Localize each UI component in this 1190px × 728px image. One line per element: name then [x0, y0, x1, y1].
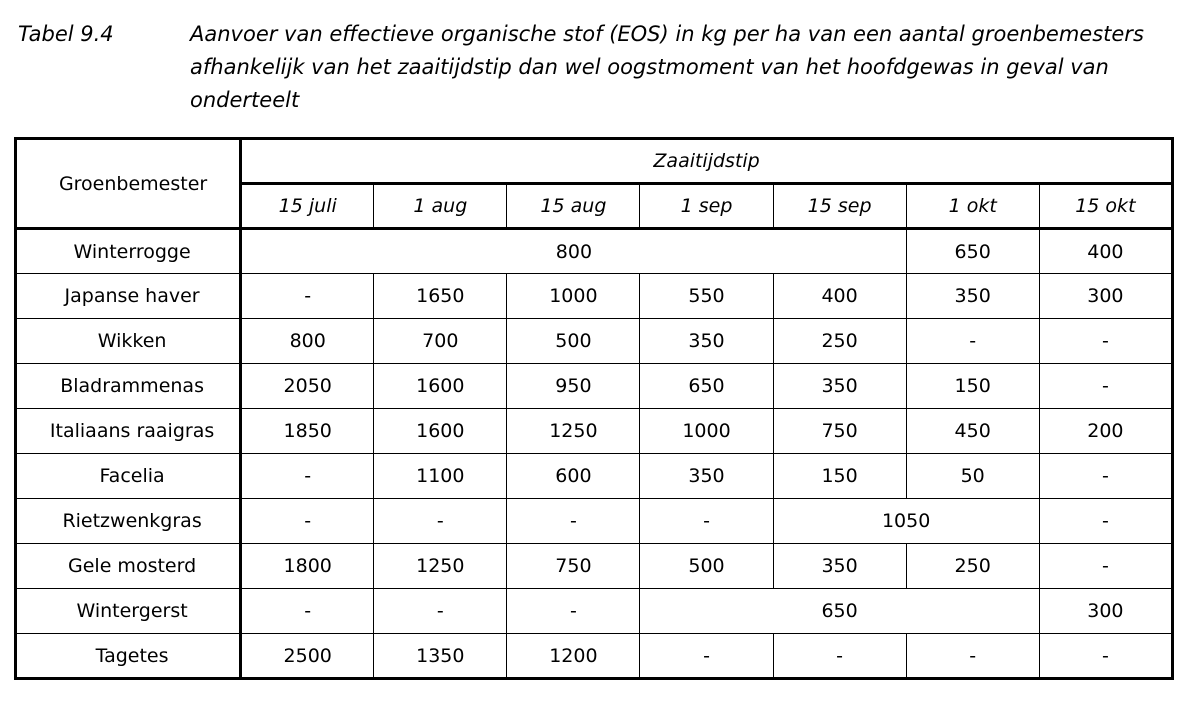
table-cell: 1800 — [241, 544, 374, 589]
table-cell: - — [241, 274, 374, 319]
table-row — [16, 229, 1173, 274]
table-cell: 1000 — [640, 409, 773, 454]
row-label: Wintergerst — [16, 589, 241, 634]
table-row — [16, 319, 1173, 364]
table-cell: 350 — [773, 364, 906, 409]
table-cell: 700 — [374, 319, 507, 364]
table-cell: 550 — [640, 274, 773, 319]
row-label: Tagetes — [16, 634, 241, 679]
table-cell: - — [1039, 454, 1172, 499]
table-cell: 1000 — [507, 274, 640, 319]
table-body — [16, 229, 1173, 679]
table-cell: 500 — [640, 544, 773, 589]
header-zaaitijdstip: Zaaitijdstip — [241, 139, 1173, 184]
table-cell: - — [507, 499, 640, 544]
table-row — [16, 364, 1173, 409]
table-cell: - — [241, 499, 374, 544]
table-cell: - — [1039, 319, 1172, 364]
header-col-2: 15 aug — [507, 184, 640, 229]
table-cell: 250 — [906, 544, 1039, 589]
table-row — [16, 274, 1173, 319]
table-cell: 400 — [773, 274, 906, 319]
table-cell: 750 — [773, 409, 906, 454]
header-col-6: 15 okt — [1039, 184, 1172, 229]
row-label: Japanse haver — [16, 274, 241, 319]
table-row — [16, 544, 1173, 589]
header-col-5: 1 okt — [906, 184, 1039, 229]
table-cell: 500 — [507, 319, 640, 364]
table-cell: - — [1039, 364, 1172, 409]
table-cell: 150 — [773, 454, 906, 499]
table-header-group-row — [16, 139, 1173, 184]
row-label: Italiaans raaigras — [16, 409, 241, 454]
table-cell: 200 — [1039, 409, 1172, 454]
table-cell: 1100 — [374, 454, 507, 499]
table-caption-text: Aanvoer van effectieve organische stof (EOS) in kg per ha van een aantal groenbemesters afhankelijk van het zaaitijdstip dan wel oogstmoment van het hoofdgewas in geval van onderteelt — [190, 22, 1144, 112]
table-cell: 750 — [507, 544, 640, 589]
table-cell: 1850 — [241, 409, 374, 454]
table-cell: 350 — [906, 274, 1039, 319]
table-cell: 150 — [906, 364, 1039, 409]
header-groenbemester: Groenbemester — [16, 139, 241, 229]
table-cell: 800 — [241, 319, 374, 364]
table-cell: 1350 — [374, 634, 507, 679]
table-cell: 350 — [773, 544, 906, 589]
table-cell: 1250 — [507, 409, 640, 454]
table-row — [16, 499, 1173, 544]
table-cell: 1050 — [773, 499, 1039, 544]
table-cell: 1600 — [374, 409, 507, 454]
table-cell: - — [773, 634, 906, 679]
table-cell: - — [241, 454, 374, 499]
table-row — [16, 589, 1173, 634]
table-cell: 650 — [640, 364, 773, 409]
header-col-0: 15 juli — [241, 184, 374, 229]
table-row — [16, 409, 1173, 454]
table-cell: 650 — [640, 589, 1039, 634]
eos-table — [14, 137, 1174, 680]
table-cell: 250 — [773, 319, 906, 364]
header-col-1: 1 aug — [374, 184, 507, 229]
table-cell: - — [374, 589, 507, 634]
table-cell: - — [640, 499, 773, 544]
table-cell: 400 — [1039, 229, 1172, 274]
table-cell: 450 — [906, 409, 1039, 454]
table-cell: 1650 — [374, 274, 507, 319]
table-cell: 1600 — [374, 364, 507, 409]
table-caption-label: Tabel 9.4 — [18, 22, 114, 46]
table-caption — [0, 0, 1190, 117]
table-cell: 800 — [241, 229, 906, 274]
table-cell: - — [1039, 634, 1172, 679]
table-cell: - — [640, 634, 773, 679]
row-label: Gele mosterd — [16, 544, 241, 589]
table-row — [16, 454, 1173, 499]
row-label: Winterrogge — [16, 229, 241, 274]
table-cell: 1200 — [507, 634, 640, 679]
table-cell: - — [374, 499, 507, 544]
row-label: Rietzwenkgras — [16, 499, 241, 544]
header-col-3: 1 sep — [640, 184, 773, 229]
table-cell: 600 — [507, 454, 640, 499]
table-cell: 350 — [640, 454, 773, 499]
table-cell: - — [507, 589, 640, 634]
table-cell: 300 — [1039, 589, 1172, 634]
table-cell: - — [1039, 499, 1172, 544]
row-label: Wikken — [16, 319, 241, 364]
table-cell: - — [906, 319, 1039, 364]
table-cell: 2500 — [241, 634, 374, 679]
table-cell: 950 — [507, 364, 640, 409]
table-cell: 650 — [906, 229, 1039, 274]
table-cell: 50 — [906, 454, 1039, 499]
row-label: Facelia — [16, 454, 241, 499]
table-cell: - — [241, 589, 374, 634]
table-container — [0, 117, 1190, 680]
table-cell: 300 — [1039, 274, 1172, 319]
table-head — [16, 139, 1173, 229]
table-row — [16, 634, 1173, 679]
header-col-4: 15 sep — [773, 184, 906, 229]
table-cell: 1250 — [374, 544, 507, 589]
row-label: Bladrammenas — [16, 364, 241, 409]
table-cell: - — [906, 634, 1039, 679]
table-cell: 350 — [640, 319, 773, 364]
table-cell: - — [1039, 544, 1172, 589]
table-cell: 2050 — [241, 364, 374, 409]
